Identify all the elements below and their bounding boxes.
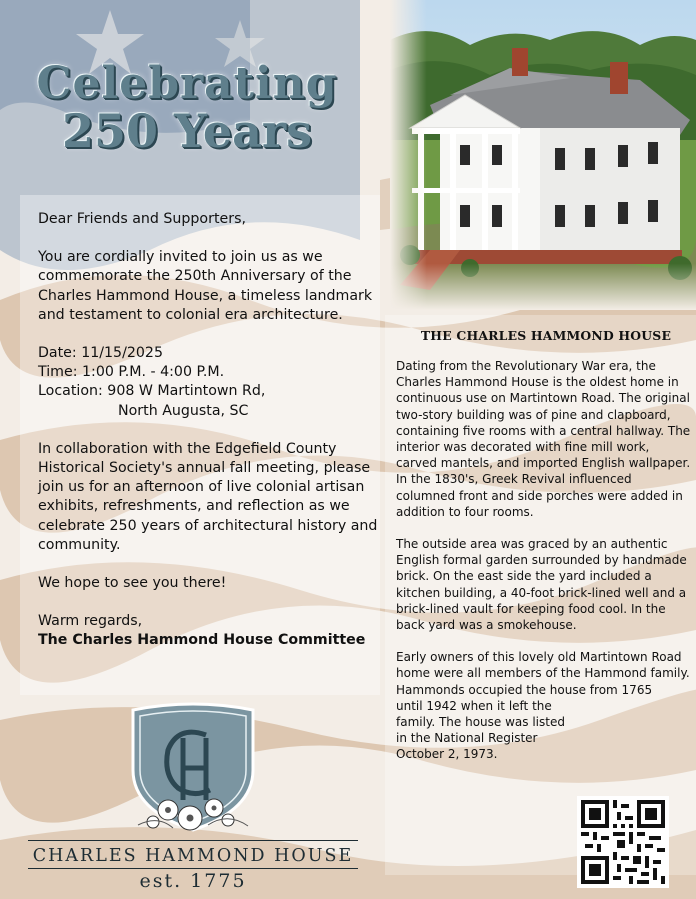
event-time: Time: 1:00 P.M. - 4:00 P.M. [38,364,225,381]
collab-paragraph: In collaboration with the Edgefield County Historical Society's annual fall meeting, please join us for an afternoon of live colonial artisan exhibits, refreshments, and reflection as we celebrate 250 years of architectural history and community. [38,440,378,553]
logo-rule-top [28,840,358,841]
title-line-2: 250 Years [61,104,313,158]
history-text [396,358,692,763]
house-photo [390,0,696,310]
logo-name: CHARLES HAMMOND HOUSE [32,846,354,866]
logo-established: est. 1775 [139,870,247,892]
history-paragraph-3 [396,649,692,762]
history-paragraph-1: Dating from the Revolutionary War era, the Charles Hammond House is the oldest home in continuous use on Martintown Road. The original two-story building was of pine and clapboard, containing five rooms with a central hallway. The interior was decorated with fine mill work, carved mantels, and imported English wallpaper. In the 1830's, Greek Revival influenced columned front and side porches were added in addition to four rooms. [396,359,691,519]
greeting: Dear Friends and Supporters, [38,211,246,227]
qr-code[interactable] [577,796,669,888]
event-date: Date: 11/15/2025 [38,345,163,362]
history-paragraph-3b: until 1942 when it left the family. The house was listed in the National Register October 2, 1973. [396,698,565,762]
closing: Warm regards, [38,613,143,630]
event-location-city: North Augusta, SC [118,402,249,419]
page-title [22,58,352,158]
title-line-1: Celebrating [36,58,338,109]
history-paragraph-3a: Early owners of this lovely old Martintown Road home were all members of the Hammond family. Hammonds occupied the house from 1765 [396,650,690,697]
hope-line: We hope to see you there! [38,575,227,592]
charles-hammond-house-logo [28,700,358,895]
event-details [38,344,383,421]
intro-paragraph: You are cordially invited to join us as we commemorate the 250th Anniversary of the Charles Hammond House, a timeless landmark and testament to colonial era architecture. [38,249,373,323]
logo-rule-bottom [28,868,358,869]
history-heading: THE CHARLES HAMMOND HOUSE [420,328,672,343]
signature: The Charles Hammond House Committee [38,632,366,649]
invitation-letter [38,210,383,651]
event-location: Location: 908 W Martintown Rd, [38,383,266,400]
shield-monogram-icon [28,700,358,840]
history-paragraph-2: The outside area was graced by an authentic English formal garden surrounded by handmade brick. On the east side the yard included a kitchen building, a 40-foot brick-lined well and a brick-lined vault for keeping food cool. In the back yard was a smokehouse. [396,537,687,633]
